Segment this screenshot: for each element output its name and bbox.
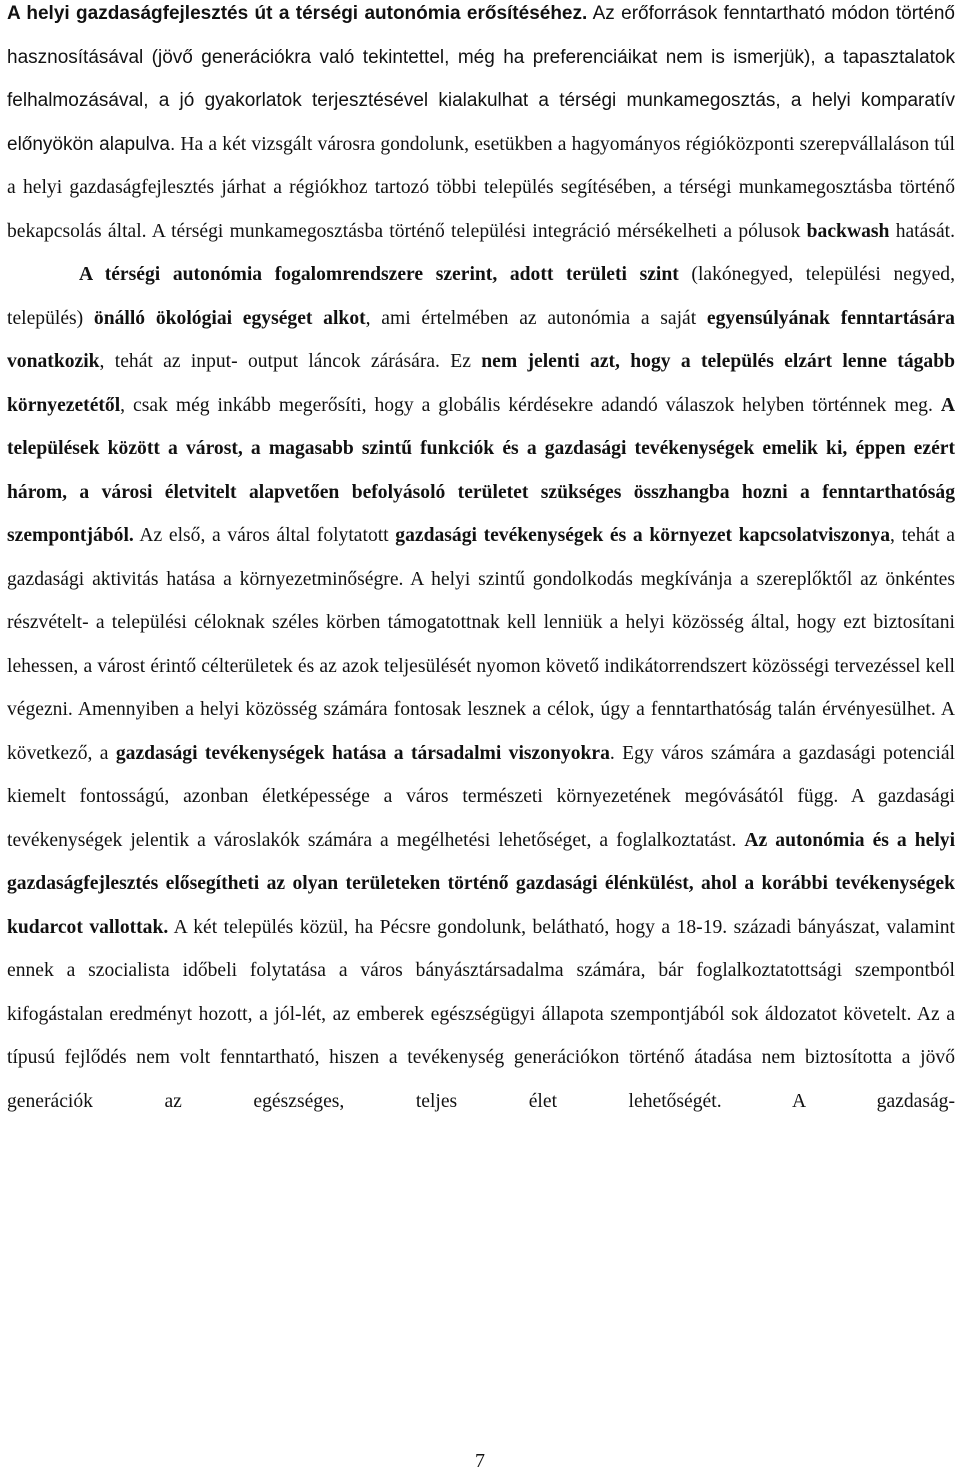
- text-segment: A két település közül, ha Pécsre gondolunk, belátható, hogy a 18-19. századi bányászat, valamint ennek a szocialista időbeli folytatása a város bányásztársadalma számára, bár foglalkoztatottsági szempontból kifogástalan eredményt hozott, a jól-lét, az emberek egészségügyi állapota szempontjából sok áldozatot követelt. Az a típusú fejlődés nem volt fenntartható, hiszen a tevékenység generációkon történő átadása nem biztosította a jövő generációk az egészséges, teljes élet lehetőségét. A gazdaság-: [7, 916, 956, 1112]
- text-segment: , ami értelmében az autonómia a saját: [365, 307, 707, 329]
- bold-text-segment: nem jelenti azt, hogy a település elzárt lenne tágabb környezetétől: [7, 351, 956, 416]
- bold-text-segment: A helyi gazdaságfejlesztés út a térségi autonómia erősítéséhez.: [7, 3, 588, 24]
- text-segment: , tehát a gazdasági aktivitás hatása a környezetminőségre. A helyi szintű gondolkodás megkívánja a szereplőktől az önkéntes részvételt- a települési céloknak széles körben támogatottnak kell lenniük a helyi közösség által, hogy ezt biztosítani lehessen, a várost érintő célterületek és az azok teljesülését nyomon követő indikátorrendszert közösségi tervezéssel kell végezni. Amennyiben a helyi közösség számára fontosak lesznek a célok, úgy a fenntarthatóság talán érvényesülhet. A következő, a: [7, 525, 955, 764]
- bold-text-segment: backwash: [806, 220, 890, 242]
- bold-text-segment: A térségi autonómia fogalomrendszere szerint, adott területi szint: [79, 264, 679, 285]
- bold-text-segment: önálló ökológiai egységet alkot: [93, 307, 366, 329]
- text-segment: . Egy város számára a gazdasági potenciál kiemelt fontosságú, azonban életképessége a város természeti környezetének megóvásától függ. A gazdasági tevékenységek jelentik a városlakók számára a megélhetési lehetőséget, a foglalkoztatást.: [7, 742, 955, 851]
- bold-text-segment: gazdasági tevékenységek hatása a társadalmi viszonyokra: [115, 742, 610, 764]
- text-segment: Ha a két vizsgált városra gondolunk, esetükben a hagyományos régióközponti szerepvállaláson túl a helyi gazdaságfejlesztés járhat a régiókhoz tartozó többi település segítésében, a térségi munkamegosztásba történő bekapcsolás által. A térségi munkamegosztásba történő települési integráció mérsékelheti a pólusok: [7, 133, 955, 242]
- document-page: [7, 0, 955, 1123]
- text-segment: Az első, a város által folytatott: [133, 525, 396, 546]
- bold-text-segment: gazdasági tevékenységek és a környezet kapcsolatviszonya: [395, 525, 891, 546]
- text-segment: , csak még inkább megerősíti, hogy a globális kérdésekre adandó válaszok helyben történnek meg.: [120, 394, 941, 416]
- bold-text-segment: A települések között a várost, a magasabb szintű funkciók és a gazdasági tevékenységek emelik ki, éppen ezért három, a városi életvitelt alapvetően befolyásoló területet szükséges összhangba hozni a fenntarthatóság szempontjából.: [7, 394, 955, 546]
- bold-text-segment: Az autonómia és a helyi gazdaságfejlesztés elősegítheti az olyan területeken történő gazdasági élénkülést, ahol a korábbi tevékenységek kudarcot vallottak.: [7, 829, 956, 938]
- bold-text-segment: egyensúlyának fenntartására vonatkozik: [7, 307, 955, 372]
- paragraph-2: [7, 253, 955, 1123]
- text-segment: hatását.: [889, 220, 955, 242]
- text-segment: (lakónegyed, települési negyed, település): [7, 264, 955, 329]
- text-segment: Az erőforrások fenntartható módon történő hasznosításával (jövő generációkra való tekintettel, még ha preferenciáikat nem is ismerjük), a tapasztalatok felhalmozásával, a jó gyakorlatok terjesztésével kialakulhat a térségi munkamegosztás, a helyi komparatív előnyökön alapulva.: [7, 3, 955, 155]
- text-segment: , tehát az input- output láncok zárására. Ez: [99, 351, 482, 372]
- page-number: 7: [475, 1450, 485, 1472]
- paragraph-1: [7, 0, 955, 253]
